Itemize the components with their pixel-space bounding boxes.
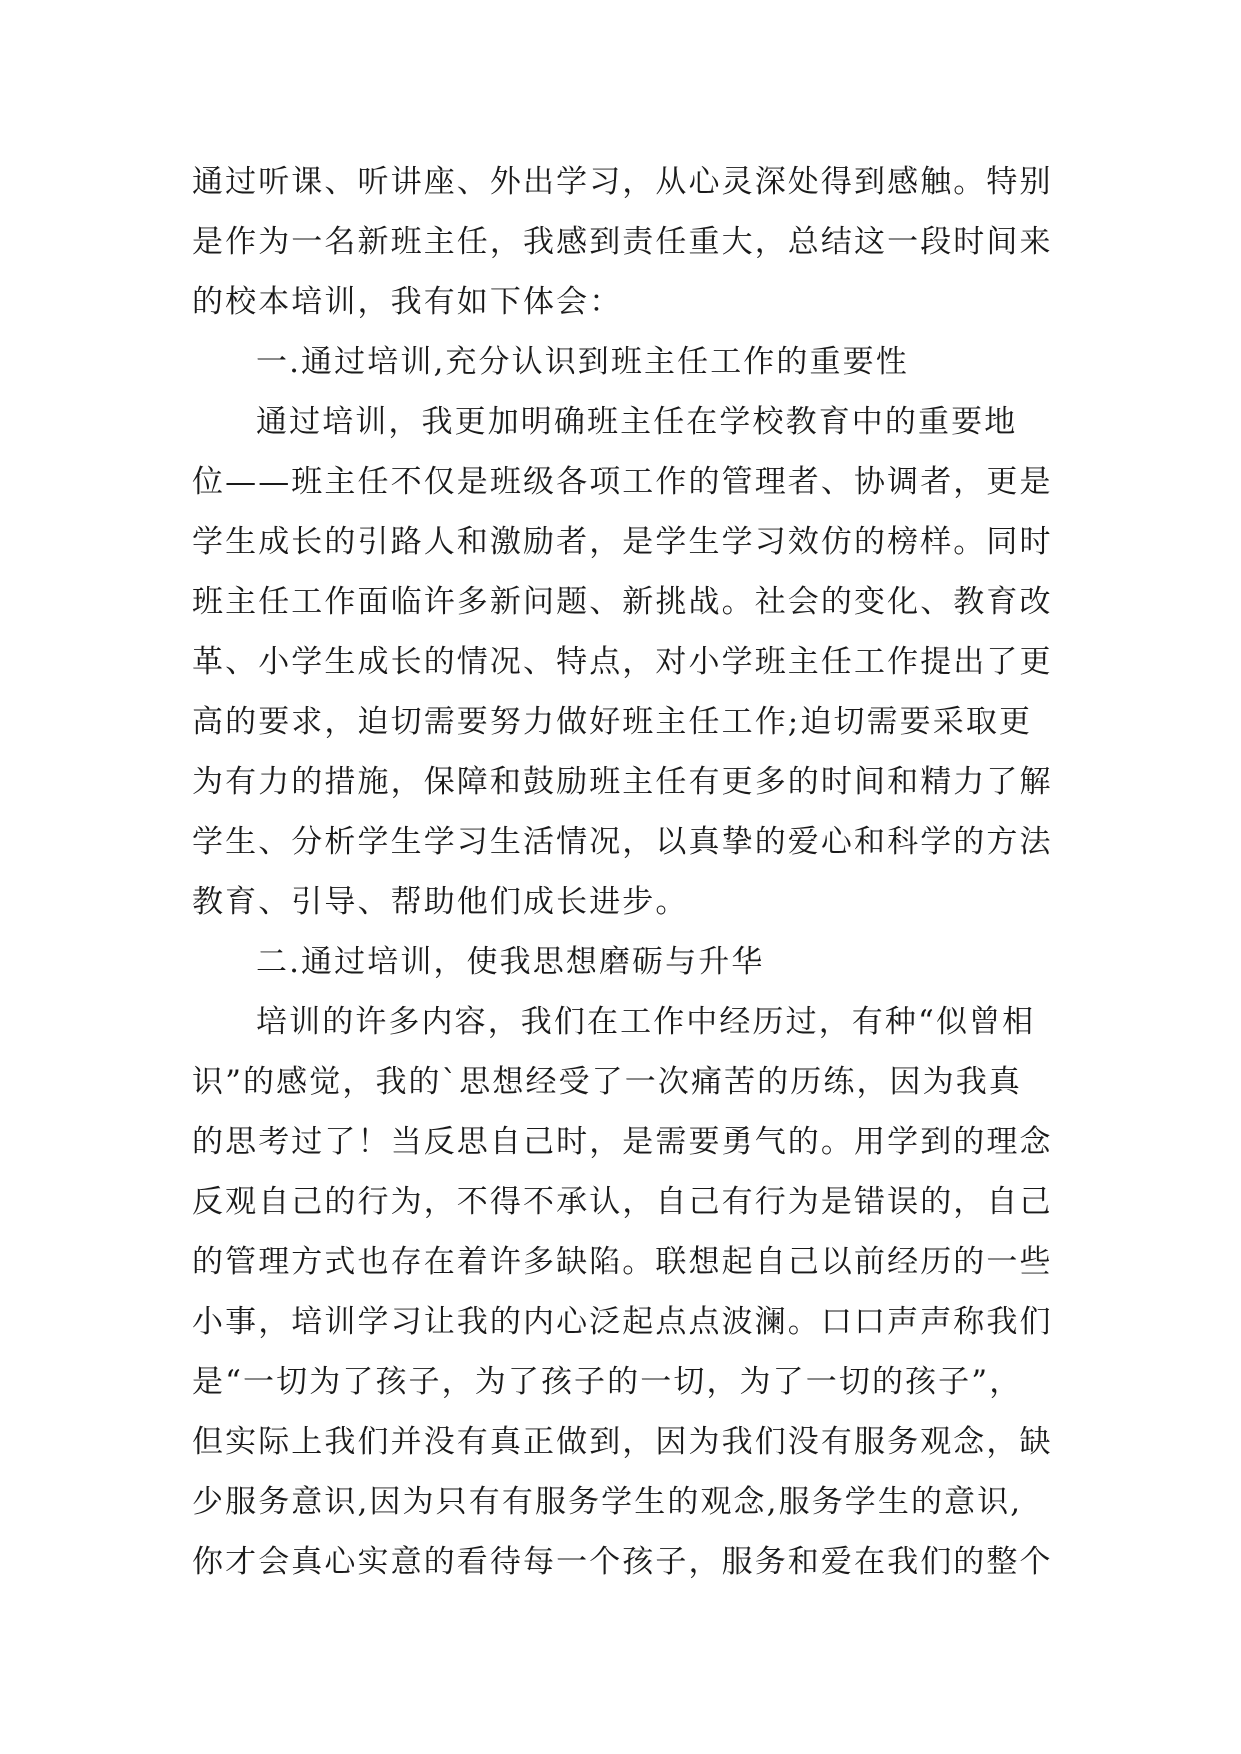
text-line: 高的要求，迫切需要努力做好班主任工作;迫切需要采取更 xyxy=(192,704,1033,740)
text-line: 通过听课、听讲座、外出学习，从心灵深处得到感触。特别 xyxy=(192,164,1053,200)
text-line: 班主任工作面临许多新问题、新挑战。社会的变化、教育改 xyxy=(192,584,1053,620)
text-line: 为有力的措施，保障和鼓励班主任有更多的时间和精力了解 xyxy=(192,764,1053,800)
document-body xyxy=(192,152,1052,1592)
text-line: 通过培训，我更加明确班主任在学校教育中的重要地 xyxy=(256,404,1018,440)
text-line: 教育、引导、帮助他们成长进步。 xyxy=(192,884,689,920)
text-line: 位——班主任不仅是班级各项工作的管理者、协调者，更是 xyxy=(192,464,1053,500)
text-line: 但实际上我们并没有真正做到，因为我们没有服务观念，缺 xyxy=(192,1424,1053,1460)
text-line: 一.通过培训,充分认识到班主任工作的重要性 xyxy=(256,344,909,380)
text-line: 少服务意识,因为只有有服务学生的观念,服务学生的意识, xyxy=(192,1484,1023,1520)
text-line: 的管理方式也存在着许多缺陷。联想起自己以前经历的一些 xyxy=(192,1244,1053,1280)
text-line: 学生、分析学生学习生活情况，以真挚的爱心和科学的方法 xyxy=(192,824,1053,860)
text-line: 培训的许多内容，我们在工作中经历过，有种“似曾相 xyxy=(256,1004,1036,1040)
text-line: 革、小学生成长的情况、特点，对小学班主任工作提出了更 xyxy=(192,644,1053,680)
text-line: 小事，培训学习让我的内心泛起点点波澜。口口声声称我们 xyxy=(192,1304,1053,1340)
text-line: 二.通过培训，使我思想磨砺与升华 xyxy=(256,944,765,980)
text-line: 的校本培训，我有如下体会： xyxy=(192,284,623,320)
text-line: 你才会真心实意的看待每一个孩子，服务和爱在我们的整个 xyxy=(192,1544,1053,1580)
text-line: 是“一切为了孩子，为了孩子的一切，为了一切的孩子”， xyxy=(192,1364,1023,1400)
text-line: 反观自己的行为，不得不承认，自己有行为是错误的，自己 xyxy=(192,1184,1053,1220)
text-line: 的思考过了！当反思自己时，是需要勇气的。用学到的理念 xyxy=(192,1124,1053,1160)
text-line: 识”的感觉，我的`思想经受了一次痛苦的历练，因为我真 xyxy=(192,1064,1022,1100)
text-line: 是作为一名新班主任，我感到责任重大，总结这一段时间来 xyxy=(192,224,1053,260)
text-line: 学生成长的引路人和激励者，是学生学习效仿的榜样。同时 xyxy=(192,524,1053,560)
